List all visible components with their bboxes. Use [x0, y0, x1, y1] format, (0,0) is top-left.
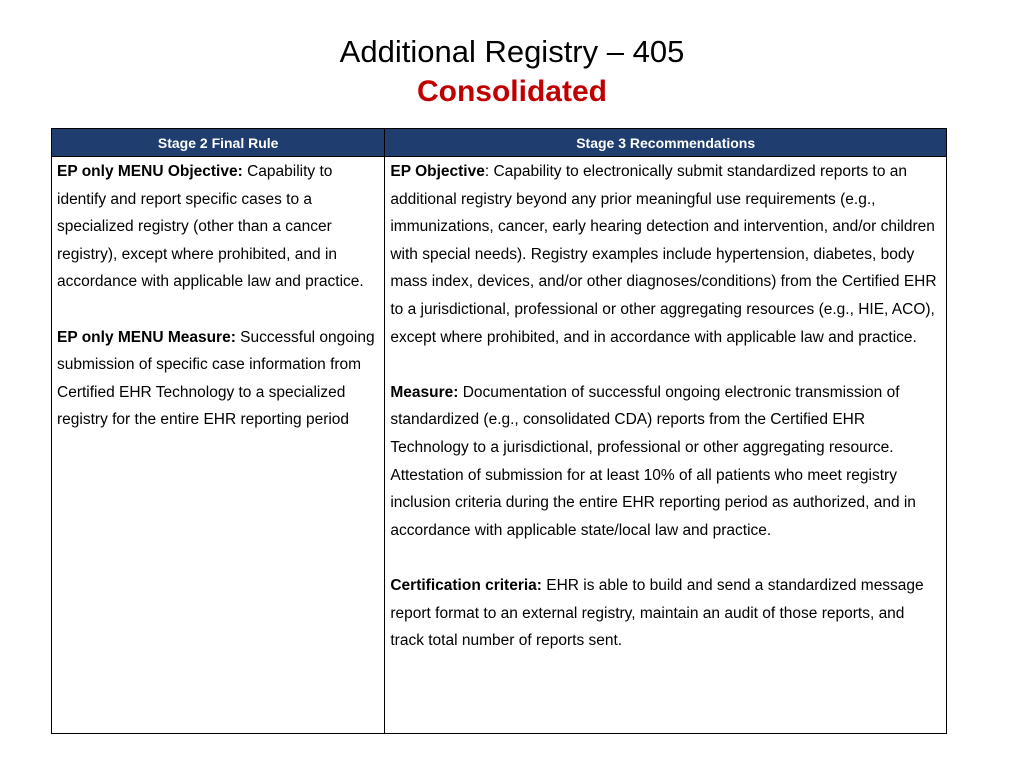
- stage2-measure: [57, 324, 379, 434]
- paragraph-gap: [390, 544, 941, 572]
- stage2-measure-text: Successful ongoing submission of specific case information from Certified EHR Technology to a specialized registry for the entire EHR reporting period: [57, 328, 375, 429]
- stage2-cell: [52, 157, 385, 734]
- stage3-objective: [390, 158, 941, 351]
- stage3-objective-text: : Capability to electronically submit standardized reports to an additional registry beyond any prior meaningful use requirements (e.g., immunizations, cancer, early hearing detection and intervention, and/or children with special needs). Registry examples include hypertension, diabetes, body mass index, devices, and/or other diagnoses/conditions) from the Certified EHR to a jurisdictional, professional or other aggregating resources (e.g., HIE, ACO), except where prohibited, and in accordance with applicable law and practice.: [390, 163, 937, 346]
- stage2-measure-label: EP only MENU Measure:: [57, 328, 236, 346]
- stage3-cell: [385, 157, 947, 734]
- slide-title: Additional Registry – 405: [339, 34, 685, 69]
- stage3-objective-label: EP Objective: [390, 163, 485, 180]
- paragraph-gap: [390, 351, 941, 379]
- stage3-certification: [390, 572, 941, 655]
- header-stage2: Stage 2 Final Rule: [52, 129, 385, 157]
- header-stage3: Stage 3 Recommendations: [385, 129, 947, 157]
- stage3-measure-label: Measure:: [390, 383, 459, 401]
- stage3-measure: [390, 379, 941, 545]
- table-row: [52, 157, 947, 734]
- paragraph-gap: [57, 296, 379, 324]
- stage3-certification-label: Certification criteria:: [390, 576, 542, 594]
- stage2-objective: [57, 158, 379, 296]
- stage2-objective-text: Capability to identify and report specific cases to a specialized registry (other than a cancer registry), except where prohibited, and in accordance with applicable law and practice.: [57, 163, 364, 291]
- stage3-certification-text: EHR is able to build and send a standardized message report format to an external registry, maintain an audit of those reports, and track total number of reports sent.: [390, 576, 924, 650]
- comparison-table: [51, 128, 947, 734]
- stage3-measure-text: Documentation of successful ongoing electronic transmission of standardized (e.g., consolidated CDA) reports from the Certified EHR Technology to a jurisdictional, professional or other aggregating resource. Attestation of submission for at least 10% of all patients who meet registry inclusion criteria during the entire EHR reporting period as authorized, and in accordance with applicable state/local law and practice.: [390, 383, 916, 539]
- stage2-objective-label: EP only MENU Objective:: [57, 163, 243, 180]
- table-header-row: [52, 129, 947, 157]
- title-block: [0, 30, 1024, 110]
- slide-subtitle: Consolidated: [416, 75, 607, 108]
